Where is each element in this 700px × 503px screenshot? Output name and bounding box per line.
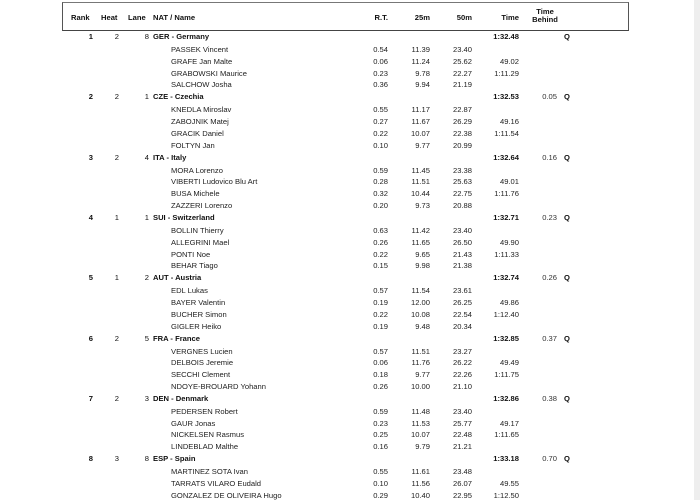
split-25m: 11.53 xyxy=(411,418,430,428)
cumulative-time: 1:12.40 xyxy=(493,309,519,319)
split-50m: 26.07 xyxy=(452,478,472,488)
split-25m: 9.65 xyxy=(415,249,430,259)
team-name: ITA - Italy xyxy=(153,152,187,162)
reaction-time: 0.55 xyxy=(373,105,388,115)
reaction-time: 0.32 xyxy=(373,189,388,199)
swimmer-name: TARRATS VILARO Eudald xyxy=(171,478,262,488)
team-time: 1:32.53 xyxy=(493,92,519,102)
reaction-time: 0.10 xyxy=(373,140,388,150)
reaction-time: 0.06 xyxy=(373,358,388,368)
swimmer-row xyxy=(0,201,700,213)
reaction-time: 0.20 xyxy=(373,201,388,210)
reaction-time: 0.59 xyxy=(373,165,388,175)
swimmer-row xyxy=(0,80,700,92)
team-rank: 3 xyxy=(88,152,93,162)
team-heat: 2 xyxy=(114,333,119,343)
team-rank: 1 xyxy=(88,32,93,41)
swimmer-name: GIGLER Heiko xyxy=(171,321,222,331)
split-25m: 9.73 xyxy=(415,201,430,210)
swimmer-row xyxy=(0,57,700,69)
swimmer-row xyxy=(0,442,700,454)
cumulative-time: 49.16 xyxy=(499,117,519,127)
team-heat: 1 xyxy=(114,273,119,283)
swimmer-name: GRAFE Jan Malte xyxy=(171,56,233,66)
split-25m: 11.65 xyxy=(411,237,430,247)
swimmer-row xyxy=(0,491,700,503)
cumulative-time: 1:11.65 xyxy=(494,430,519,440)
header-time-behind-line1: Time xyxy=(536,7,554,16)
split-50m: 21.38 xyxy=(452,261,472,271)
swimmer-name: SECCHI Clement xyxy=(171,370,231,380)
qualified-badge: Q xyxy=(564,454,570,464)
swimmer-name: DELBOIS Jeremie xyxy=(171,358,234,368)
team-time: 1:32.64 xyxy=(493,152,519,162)
swimmer-name: SALCHOW Josha xyxy=(171,80,232,90)
qualified-badge: Q xyxy=(564,212,570,222)
team-heat: 1 xyxy=(114,212,119,222)
team-name: AUT - Austria xyxy=(153,273,202,283)
split-50m: 25.62 xyxy=(452,56,472,66)
split-25m: 11.42 xyxy=(411,225,430,235)
team-lane: 3 xyxy=(144,393,149,403)
team-rank: 4 xyxy=(88,212,93,222)
team-name: CZE - Czechia xyxy=(153,92,204,102)
split-25m: 10.44 xyxy=(410,189,430,199)
split-25m: 9.94 xyxy=(415,80,430,90)
reaction-time: 0.28 xyxy=(373,177,388,187)
swimmer-name: PASSEK Vincent xyxy=(171,45,229,54)
header-time-behind-line2: Behind xyxy=(532,15,558,24)
cumulative-time: 1:11.54 xyxy=(494,128,519,138)
split-50m: 22.27 xyxy=(452,68,472,78)
split-50m: 23.40 xyxy=(452,45,472,54)
header-name: NAT / Name xyxy=(153,13,196,22)
team-rank: 8 xyxy=(88,454,93,464)
reaction-time: 0.06 xyxy=(373,56,388,66)
split-50m: 22.26 xyxy=(452,370,472,380)
team-time: 1:33.18 xyxy=(493,454,519,464)
swimmer-row xyxy=(0,250,700,262)
split-50m: 26.29 xyxy=(452,117,472,127)
split-50m: 23.40 xyxy=(452,225,472,235)
swimmer-row xyxy=(0,467,700,479)
team-row xyxy=(0,32,700,44)
swimmer-name: BAYER Valentin xyxy=(171,298,226,307)
reaction-time: 0.10 xyxy=(373,478,388,488)
swimmer-name: KNEDLA Miroslav xyxy=(171,105,232,115)
team-time: 1:32.85 xyxy=(493,333,519,343)
reaction-time: 0.36 xyxy=(373,80,388,90)
cumulative-time: 1:11.75 xyxy=(494,370,519,380)
time-behind: 0.05 xyxy=(542,92,557,102)
swimmer-row xyxy=(0,430,700,442)
swimmer-name: MARTINEZ SOTA Ivan xyxy=(171,467,248,477)
header-heat: Heat xyxy=(101,13,118,22)
team-time: 1:32.71 xyxy=(493,212,519,222)
reaction-time: 0.23 xyxy=(373,68,388,78)
swimmer-name: GAUR Jonas xyxy=(171,418,216,428)
qualified-badge: Q xyxy=(564,152,570,162)
team-heat: 3 xyxy=(114,454,119,464)
team-name: SUI - Switzerland xyxy=(153,212,215,222)
cumulative-time: 1:11.33 xyxy=(494,249,519,259)
split-50m: 26.25 xyxy=(452,298,472,307)
split-50m: 23.40 xyxy=(452,406,472,416)
header-lane: Lane xyxy=(128,13,146,22)
split-50m: 20.99 xyxy=(452,140,472,150)
split-25m: 11.17 xyxy=(411,105,430,115)
swimmer-row xyxy=(0,141,700,153)
time-behind: 0.26 xyxy=(542,273,557,283)
split-25m: 11.24 xyxy=(411,56,430,66)
reaction-time: 0.29 xyxy=(373,490,388,500)
swimmer-row xyxy=(0,105,700,117)
cumulative-time: 49.01 xyxy=(499,177,519,187)
cumulative-time: 1:11.76 xyxy=(494,189,519,199)
swimmer-name: BUCHER Simon xyxy=(171,309,227,319)
team-row xyxy=(0,153,700,165)
cumulative-time: 49.86 xyxy=(499,298,519,307)
split-50m: 25.77 xyxy=(452,418,472,428)
swimmer-name: NDOYE-BROUARD Yohann xyxy=(171,381,266,391)
swimmer-row xyxy=(0,226,700,238)
split-25m: 12.00 xyxy=(410,298,430,307)
split-25m: 11.45 xyxy=(411,165,430,175)
reaction-time: 0.16 xyxy=(373,442,388,452)
header-50m: 50m xyxy=(456,13,472,22)
reaction-time: 0.63 xyxy=(373,225,388,235)
team-lane: 2 xyxy=(144,273,149,283)
reaction-time: 0.26 xyxy=(373,381,388,391)
reaction-time: 0.55 xyxy=(373,467,388,477)
reaction-time: 0.18 xyxy=(373,370,388,380)
split-25m: 11.51 xyxy=(411,346,430,356)
qualified-badge: Q xyxy=(564,333,570,343)
team-time: 1:32.48 xyxy=(493,32,519,41)
reaction-time: 0.15 xyxy=(373,261,388,271)
time-behind: 0.23 xyxy=(542,212,557,222)
cumulative-time: 49.90 xyxy=(499,237,519,247)
split-25m: 11.76 xyxy=(411,358,430,368)
swimmer-row xyxy=(0,347,700,359)
swimmer-name: ZABOJNIK Matej xyxy=(171,117,229,127)
header-time: Time xyxy=(501,13,519,22)
swimmer-row xyxy=(0,117,700,129)
split-50m: 21.43 xyxy=(452,249,472,259)
qualified-badge: Q xyxy=(564,92,570,102)
team-row xyxy=(0,92,700,104)
swimmer-row xyxy=(0,189,700,201)
swimmer-name: PONTI Noe xyxy=(171,249,211,259)
reaction-time: 0.22 xyxy=(373,128,388,138)
team-row xyxy=(0,273,700,285)
header-25m: 25m xyxy=(414,13,430,22)
split-50m: 22.87 xyxy=(452,105,472,115)
qualified-badge: Q xyxy=(564,393,570,403)
team-heat: 2 xyxy=(114,393,119,403)
team-rank: 7 xyxy=(88,393,93,403)
time-behind: 0.38 xyxy=(542,393,557,403)
split-50m: 23.38 xyxy=(452,165,472,175)
team-row xyxy=(0,394,700,406)
team-name: GER - Germany xyxy=(153,32,210,41)
cumulative-time: 49.17 xyxy=(499,418,519,428)
swimmer-name: ZAZZERI Lorenzo xyxy=(171,201,233,210)
split-25m: 10.07 xyxy=(410,430,430,440)
cumulative-time: 49.02 xyxy=(499,56,519,66)
split-50m: 23.48 xyxy=(452,467,472,477)
swimmer-name: LINDEBLAD Malthe xyxy=(171,442,239,452)
split-25m: 11.39 xyxy=(411,45,430,54)
time-behind: 0.70 xyxy=(542,454,557,464)
swimmer-name: BEHAR Tiago xyxy=(171,261,218,271)
team-name: FRA - France xyxy=(153,333,200,343)
header-rt: R.T. xyxy=(374,13,388,22)
split-25m: 10.40 xyxy=(410,490,430,500)
swimmer-row xyxy=(0,407,700,419)
split-25m: 10.08 xyxy=(410,309,430,319)
time-behind: 0.16 xyxy=(542,152,557,162)
cumulative-time: 49.49 xyxy=(499,358,519,368)
split-50m: 22.38 xyxy=(452,128,472,138)
team-lane: 5 xyxy=(144,333,149,343)
team-lane: 4 xyxy=(144,152,149,162)
time-behind: 0.37 xyxy=(542,333,557,343)
split-25m: 9.48 xyxy=(415,321,430,331)
qualified-badge: Q xyxy=(564,32,570,41)
swimmer-row xyxy=(0,177,700,189)
split-50m: 25.63 xyxy=(452,177,472,187)
split-50m: 26.22 xyxy=(452,358,472,368)
team-lane: 8 xyxy=(144,454,149,464)
team-row xyxy=(0,213,700,225)
swimmer-row xyxy=(0,69,700,81)
swimmer-row xyxy=(0,370,700,382)
team-rank: 2 xyxy=(88,92,93,102)
swimmer-name: GRABOWSKI Maurice xyxy=(171,68,247,78)
split-25m: 9.77 xyxy=(415,370,430,380)
team-heat: 2 xyxy=(114,152,119,162)
swimmer-row xyxy=(0,382,700,394)
reaction-time: 0.22 xyxy=(373,309,388,319)
swimmer-row xyxy=(0,358,700,370)
reaction-time: 0.57 xyxy=(373,286,388,296)
split-50m: 21.21 xyxy=(452,442,472,452)
split-25m: 9.77 xyxy=(415,140,430,150)
split-25m: 11.54 xyxy=(411,286,430,296)
split-25m: 9.78 xyxy=(415,68,430,78)
swimmer-row xyxy=(0,129,700,141)
cumulative-time: 1:11.29 xyxy=(494,68,519,78)
split-50m: 26.50 xyxy=(452,237,472,247)
swimmer-row xyxy=(0,479,700,491)
swimmer-name: PEDERSEN Robert xyxy=(171,406,238,416)
team-time: 1:32.86 xyxy=(493,393,519,403)
team-lane: 1 xyxy=(144,92,149,102)
swimmer-row xyxy=(0,310,700,322)
split-25m: 11.51 xyxy=(411,177,430,187)
split-50m: 22.54 xyxy=(452,309,472,319)
team-heat: 2 xyxy=(114,32,119,41)
swimmer-name: EDL Lukas xyxy=(171,286,208,296)
reaction-time: 0.57 xyxy=(373,346,388,356)
reaction-time: 0.23 xyxy=(373,418,388,428)
reaction-time: 0.19 xyxy=(373,298,388,307)
swimmer-row xyxy=(0,286,700,298)
reaction-time: 0.59 xyxy=(373,406,388,416)
swimmer-name: VERGNES Lucien xyxy=(171,346,233,356)
split-50m: 22.95 xyxy=(452,490,472,500)
cumulative-time: 49.55 xyxy=(499,478,519,488)
swimmer-name: NICKELSEN Rasmus xyxy=(171,430,245,440)
swimmer-row xyxy=(0,322,700,334)
swimmer-row xyxy=(0,238,700,250)
swimmer-row xyxy=(0,419,700,431)
reaction-time: 0.22 xyxy=(373,249,388,259)
split-25m: 11.61 xyxy=(411,467,430,477)
reaction-time: 0.25 xyxy=(373,430,388,440)
split-25m: 9.98 xyxy=(415,261,430,271)
split-50m: 22.75 xyxy=(452,189,472,199)
header-time-behind xyxy=(527,8,563,24)
swimmer-name: VIBERTI Ludovico Blu Art xyxy=(171,177,258,187)
swimmer-name: MORA Lorenzo xyxy=(171,165,223,175)
team-row xyxy=(0,454,700,466)
cumulative-time: 1:12.50 xyxy=(493,490,519,500)
team-rank: 5 xyxy=(88,273,93,283)
split-50m: 23.27 xyxy=(452,346,472,356)
team-heat: 2 xyxy=(114,92,119,102)
split-50m: 22.48 xyxy=(452,430,472,440)
reaction-time: 0.26 xyxy=(373,237,388,247)
qualified-badge: Q xyxy=(564,273,570,283)
reaction-time: 0.54 xyxy=(373,45,388,54)
team-time: 1:32.74 xyxy=(493,273,519,283)
split-25m: 11.56 xyxy=(411,478,430,488)
team-row xyxy=(0,334,700,346)
swimmer-name: FOLTYN Jan xyxy=(171,140,215,150)
team-lane: 1 xyxy=(144,212,149,222)
swimmer-name: GRACIK Daniel xyxy=(171,128,224,138)
split-25m: 10.00 xyxy=(410,381,430,391)
header-rank: Rank xyxy=(71,13,90,22)
split-50m: 23.61 xyxy=(452,286,472,296)
team-name: ESP - Spain xyxy=(153,454,196,464)
split-25m: 11.67 xyxy=(411,117,430,127)
swimmer-name: ALLEGRINI Mael xyxy=(171,237,230,247)
team-name: DEN - Denmark xyxy=(153,393,209,403)
reaction-time: 0.27 xyxy=(373,117,388,127)
swimmer-name: GONZALEZ DE OLIVEIRA Hugo xyxy=(171,490,282,500)
split-25m: 11.48 xyxy=(411,406,430,416)
swimmer-row xyxy=(0,166,700,178)
split-50m: 20.34 xyxy=(452,321,472,331)
team-rank: 6 xyxy=(88,333,93,343)
swimmer-row xyxy=(0,298,700,310)
team-lane: 8 xyxy=(144,32,149,41)
swimmer-name: BOLLIN Thierry xyxy=(171,225,224,235)
split-25m: 10.07 xyxy=(410,128,430,138)
swimmer-name: BUSA Michele xyxy=(171,189,220,199)
split-50m: 20.88 xyxy=(452,201,472,210)
swimmer-row xyxy=(0,45,700,57)
reaction-time: 0.19 xyxy=(373,321,388,331)
split-25m: 9.79 xyxy=(415,442,430,452)
split-50m: 21.19 xyxy=(452,80,472,90)
swimmer-row xyxy=(0,261,700,273)
split-50m: 21.10 xyxy=(452,381,472,391)
